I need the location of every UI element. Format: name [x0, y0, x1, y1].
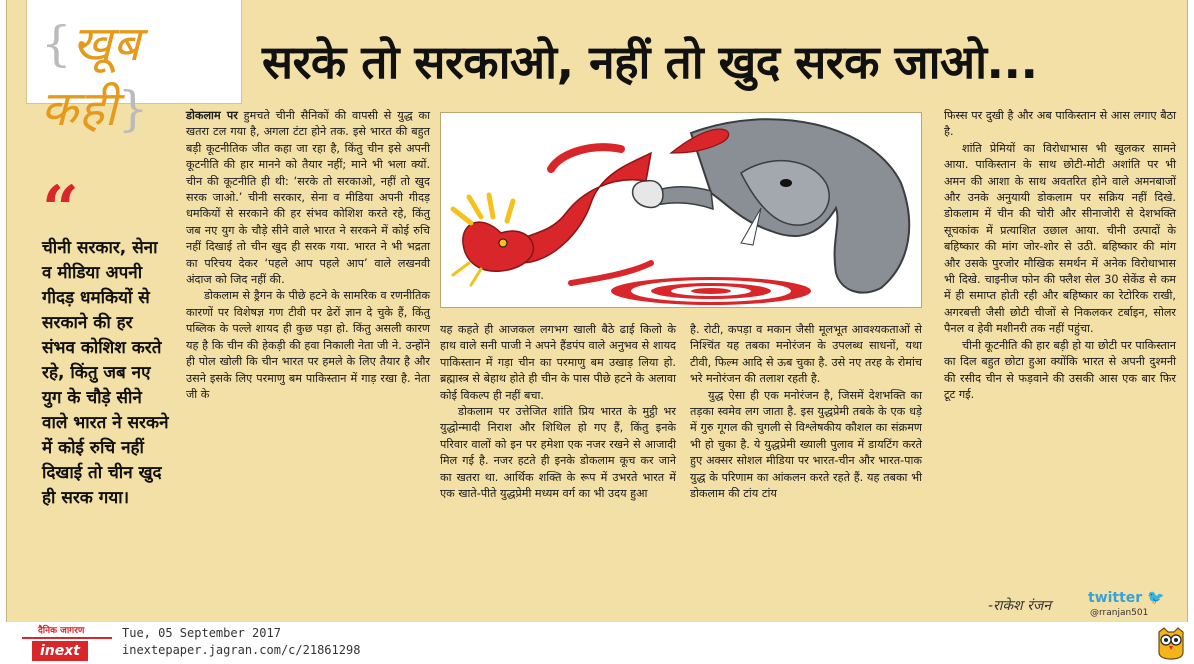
edition-url[interactable]: inextepaper.jagran.com/c/21861298 [122, 643, 361, 657]
paragraph: डोकलाम से ड्रैगन के पीछे हटने के सामरिक व रणनीतिक कारणों पर विशेषज्ञ गण टीवी पर ढेरों ज्ञान दे चुके हैं, किंतु पब्लिक के पल्ले शायद ही कुछ पड़ा हो. किंतु असली कारण यह है कि चीन की हेकड़ी की हवा निकाली नेता जी ने. उन्होंने ही पोल खोली कि चीन भारत पर हमले के लिए तैयार है और उसने इसके लिए परमाणु बम पाकिस्तान में गाड़ रखा है. नेता जी के [186, 289, 430, 401]
author-byline: -राकेश रंजन [988, 598, 1052, 614]
pull-quote [42, 172, 170, 511]
cartoon-illustration [440, 112, 922, 308]
brand-top-text: दैनिक जागरण [22, 625, 112, 639]
article-headline: सरके तो सरकाओ, नहीं तो खुद सरक जाओ... [262, 35, 1038, 89]
paragraph: है. रोटी, कपड़ा व मकान जैसी मूलभूत आवश्यकताओं से निश्चिंत यह तबका मनोरंजन के उपलब्ध साधनों, यथा टीवी, फिल्म आदि से ऊब चुका है. उसे नए तरह के रोमांच भरे मनोरंजन की तलाश रहती है. [690, 323, 922, 386]
owl-mascot-icon[interactable] [1156, 626, 1186, 660]
pull-quote-text: चीनी सरकार, सेना व मीडिया अपनी गीदड़ धमकियों से सरकाने की हर संभव कोशिश करते रहे, किंतु जब नए युग के चौड़े सीने वाले भारत ने सरकने में कोई रुचि नहीं दिखाई तो चीन खुद ही सरक गया। [42, 238, 169, 508]
twitter-label: twitter 🐦 [1088, 590, 1165, 606]
brace-left-icon: { [41, 16, 73, 72]
article-column-3 [690, 322, 922, 502]
paragraph: हुमचते चीनी सैनिकों की वापसी से युद्ध का खतरा टल गया है, अगला टंटा होने तक. इसे भारत की बहुत बड़ी कूटनीतिक जीत कहा जा रहा है, किंतु चीन इसे अपनी कूटनीति की हार मानने को तैयार नहीं; माने भी भला क्यों. चीन की कूटनीति ही थी: ‘सरके तो सरकाओ, नहीं तो खुद सरक जाओ.’ चीनी सरकार, सेना व मीडिया अपनी गीदड़ धमकियों से सरकाने की हर संभव कोशिश करते रहे, किंतु जब नए युग के चौड़े सीने वाले भारत ने सरकने में कोई रुचि नहीं दिखाई तो चीन खुद ही सरक गया. भारत ने भी भद्रता का परिचय देकर ‘पहले आप पहले आप’ वाले लखनवी अंदाज को जिद नहीं की. [186, 109, 430, 287]
edition-date: Tue, 05 September 2017 [122, 626, 281, 640]
paragraph: युद्ध ऐसा ही एक मनोरंजन है, जिसमें देशभक्ति का तड़का स्वमेव लग जाता है. इस युद्धप्रेमी तबके के एक धड़े में गुरु गूगल की चुगली से विश्लेषकीय कौशल का संक्रमण भी हो चुका है. ये युद्धप्रेमी ख्याली पुलाव में डायटिंग करते हुए अक्सर सोशल मीडिया पर भारत-चीन और भारत-पाक युद्ध के परिणाम का आंकलन करते रहते हैं. यह तबका भी डोकलाम की टांय टांय [690, 388, 922, 501]
paragraph: फिस्स पर दुखी है और अब पाकिस्तान से आस लगाए बैठा है. [944, 109, 1176, 139]
twitter-bird-icon: 🐦 [1147, 590, 1165, 606]
article-column-2 [440, 322, 676, 502]
dragon-elephant-armwrestle-image [441, 113, 922, 308]
article-column-1 [186, 108, 430, 403]
twitter-handle[interactable]: @rranjan501 [1090, 608, 1149, 618]
paragraph: शांति प्रेमियों का विरोधाभास भी खुलकर सामने आया. पाकिस्तान के साथ छोटी-मोटी अशांति पर भी अमन की आशा के साथ अवतरित होने वाले अमनबाजों और उनके अनुयायी डोकलाम पर सक्रिय नहीं दिखे. डोकलाम में चीन की चोरी और सीनाजोरी से देशभक्ति सूचकांक में प्रत्याशित उछाल आया. चीनी उत्पादों के बहिष्कार की मांग जोर-शोर से उठी. बहिष्कार की मांग और उसके पुरजोर मौखिक समर्थन में अनेक विरोधाभास भी दिखे. चाइनीज फोन की फ्लैश सेल 30 सेकेंड से कम में ही समाप्त होती रही और बहिष्कार का रेटोरिक राखी, अगरबत्ती जैसी छोटी चीजों से निकलकर टर्बाइन, सोलर पैनल व हेवी मशीनरी तक नहीं पहुंचा. [944, 141, 1176, 336]
brand-bottom-text: inext [32, 641, 88, 661]
article-column-4 [944, 108, 1176, 403]
article-lead: डोकलाम पर [186, 109, 238, 122]
paragraph: चीनी कूटनीति की हार बड़ी हो या छोटी पर पाकिस्तान का दिल बहुत छोटा हुआ क्योंकि भारत से अपनी दुश्मनी की रसीद चीन से फड़वाने की उसकी आस एक बार फिर टूट गई. [944, 338, 1176, 401]
brace-right-icon: } [117, 81, 150, 137]
column-logo-text: खूब कही [41, 16, 142, 137]
paragraph: डोकलाम पर उत्तेजित शांति प्रिय भारत के मुट्ठी भर युद्धोन्मादी निराश और शिथिल हो गए हैं, किंतु इनके परिवार वालों को इन पर हमेशा एक नजर रखने से आजादी मिल गई है. नजर हटते ही इनके डोकलाम कूच कर जाने का खतरा था. आर्थिक शक्ति के रूप में उभरते भारत में एक खाते-पीते युद्धप्रेमी मध्यम वर्ग का भी उदय हुआ [440, 405, 676, 501]
quote-mark-icon: “ [42, 172, 79, 247]
inext-logo[interactable] [22, 625, 112, 661]
paragraph: यह कहते ही आजकल लगभग खाली बैठे ढाई किलो के हाथ वाले सनी पाजी ने अपने हैंडपंप वाले अनुभव से शायद पाकिस्तान में गड़ा चीन का परमाणु बम उखाड़ लिया हो. ब्रह्मास्त्र से बेहाथ होते ही चीन के पास पीछे हटने के अलावा कोई विकल्प ही नहीं बचा. [440, 323, 676, 402]
